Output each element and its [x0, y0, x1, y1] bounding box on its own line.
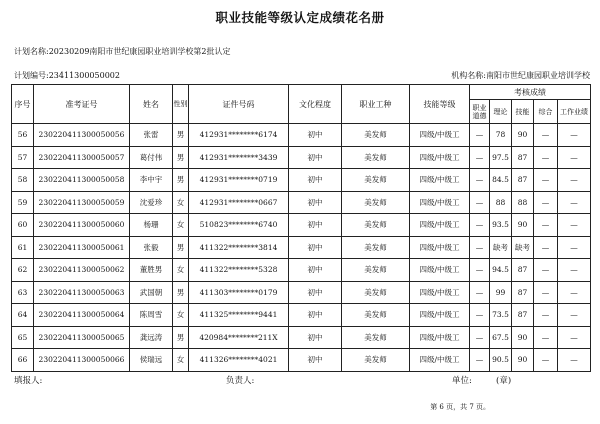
cell-ethics: —: [470, 349, 490, 372]
cell-theory: 67.5: [490, 326, 512, 349]
seal-label: (章): [496, 376, 512, 386]
table-body: [12, 124, 591, 372]
cell-overall: —: [534, 281, 558, 304]
cell-job: 美发师: [342, 124, 410, 147]
cell-id: 412931********0667: [189, 191, 289, 214]
table-row: [12, 349, 591, 372]
cell-edu: 初中: [289, 124, 342, 147]
cell-seq: 60: [12, 214, 34, 237]
header-scores: 考核成绩: [470, 85, 591, 100]
cell-id: 420984********211X: [189, 326, 289, 349]
cell-edu: 初中: [289, 281, 342, 304]
plan-name-line: [14, 46, 231, 57]
plan-no-label: 计划编号:: [14, 71, 49, 80]
cell-edu: 初中: [289, 214, 342, 237]
cell-name: 李中宇: [130, 169, 173, 192]
cell-seq: 57: [12, 146, 34, 169]
cell-overall: —: [534, 349, 558, 372]
cell-theory: 73.5: [490, 304, 512, 327]
cell-ticket: 230220411300050064: [34, 304, 130, 327]
cell-seq: 61: [12, 236, 34, 259]
cell-name: 葛付伟: [130, 146, 173, 169]
cell-gender: 女: [173, 349, 189, 372]
cell-seq: 64: [12, 304, 34, 327]
header-seq: 序号: [12, 85, 34, 124]
cell-gender: 男: [173, 236, 189, 259]
header-name: 姓名: [130, 85, 173, 124]
cell-job: 美发师: [342, 304, 410, 327]
cell-id: 411303********0179: [189, 281, 289, 304]
cell-seq: 63: [12, 281, 34, 304]
cell-theory: 78: [490, 124, 512, 147]
cell-name: 龚远涛: [130, 326, 173, 349]
cell-overall: —: [534, 304, 558, 327]
cell-skill: 90: [512, 349, 534, 372]
header-skill: 技能: [512, 100, 534, 124]
cell-gender: 男: [173, 124, 189, 147]
cell-work: —: [558, 236, 591, 259]
header-level: 技能等级: [410, 85, 470, 124]
cell-ethics: —: [470, 214, 490, 237]
cell-theory: 93.5: [490, 214, 512, 237]
cell-ethics: —: [470, 124, 490, 147]
cell-ethics: —: [470, 236, 490, 259]
cell-ticket: 230220411300050065: [34, 326, 130, 349]
cell-ethics: —: [470, 304, 490, 327]
cell-skill: 87: [512, 169, 534, 192]
cell-overall: —: [534, 214, 558, 237]
cell-work: —: [558, 169, 591, 192]
cell-work: —: [558, 214, 591, 237]
cell-ticket: 230220411300050060: [34, 214, 130, 237]
cell-level: 四级/中级工: [410, 259, 470, 282]
cell-job: 美发师: [342, 281, 410, 304]
header-work: 工作业绩: [558, 100, 591, 124]
cell-job: 美发师: [342, 146, 410, 169]
header-gender: 性别: [173, 85, 189, 124]
cell-name: 侯瑞远: [130, 349, 173, 372]
cell-gender: 男: [173, 281, 189, 304]
cell-name: 陈周雪: [130, 304, 173, 327]
cell-work: —: [558, 191, 591, 214]
plan-name: 20230209南阳市世纪康园职业培训学校第2批认定: [48, 47, 231, 56]
cell-work: —: [558, 304, 591, 327]
cell-ethics: —: [470, 169, 490, 192]
unit-label: 单位:: [452, 376, 472, 386]
cell-edu: 初中: [289, 236, 342, 259]
cell-overall: —: [534, 169, 558, 192]
cell-ticket: 230220411300050058: [34, 169, 130, 192]
cell-id: 412931********0719: [189, 169, 289, 192]
cell-edu: 初中: [289, 146, 342, 169]
table-row: [12, 191, 591, 214]
header-theory: 理论: [490, 100, 512, 124]
cell-gender: 女: [173, 304, 189, 327]
cell-gender: 女: [173, 191, 189, 214]
header-edu: 文化程度: [289, 85, 342, 124]
cell-id: 510823********6740: [189, 214, 289, 237]
cell-overall: —: [534, 326, 558, 349]
cell-overall: —: [534, 236, 558, 259]
cell-gender: 男: [173, 146, 189, 169]
cell-job: 美发师: [342, 214, 410, 237]
table-row: [12, 146, 591, 169]
cell-ticket: 230220411300050061: [34, 236, 130, 259]
cell-ticket: 230220411300050059: [34, 191, 130, 214]
cell-name: 张毅: [130, 236, 173, 259]
header-ticket: 准考证号: [34, 85, 130, 124]
cell-ticket: 230220411300050062: [34, 259, 130, 282]
cell-id: 411322********3814: [189, 236, 289, 259]
cell-skill: 90: [512, 214, 534, 237]
cell-ethics: —: [470, 259, 490, 282]
cell-overall: —: [534, 191, 558, 214]
cell-skill: 88: [512, 191, 534, 214]
cell-overall: —: [534, 259, 558, 282]
cell-work: —: [558, 124, 591, 147]
table-row: [12, 214, 591, 237]
cell-job: 美发师: [342, 236, 410, 259]
cell-level: 四级/中级工: [410, 326, 470, 349]
cell-seq: 56: [12, 124, 34, 147]
plan-no-line: [14, 70, 120, 81]
cell-edu: 初中: [289, 304, 342, 327]
cell-id: 411326********4021: [189, 349, 289, 372]
cell-theory: 88: [490, 191, 512, 214]
cell-ticket: 230220411300050066: [34, 349, 130, 372]
cell-seq: 65: [12, 326, 34, 349]
cell-work: —: [558, 349, 591, 372]
cell-edu: 初中: [289, 191, 342, 214]
header-id: 证件号码: [189, 85, 289, 124]
cell-theory: 99: [490, 281, 512, 304]
cell-skill: 87: [512, 259, 534, 282]
cell-id: 412931********6174: [189, 124, 289, 147]
cell-name: 张雷: [130, 124, 173, 147]
plan-no: 23411300050002: [48, 71, 120, 80]
table-row: [12, 236, 591, 259]
header-job: 职业工种: [342, 85, 410, 124]
cell-seq: 58: [12, 169, 34, 192]
cell-job: 美发师: [342, 326, 410, 349]
cell-work: —: [558, 326, 591, 349]
cell-level: 四级/中级工: [410, 236, 470, 259]
cell-skill: 90: [512, 124, 534, 147]
cell-id: 411322********5328: [189, 259, 289, 282]
table-row: [12, 304, 591, 327]
cell-theory: 缺考: [490, 236, 512, 259]
page-number: 第 6 页，共 7 页。: [430, 403, 490, 411]
cell-level: 四级/中级工: [410, 146, 470, 169]
cell-theory: 97.5: [490, 146, 512, 169]
owner-label: 负责人:: [226, 376, 255, 386]
cell-level: 四级/中级工: [410, 281, 470, 304]
cell-ticket: 230220411300050063: [34, 281, 130, 304]
cell-skill: 90: [512, 326, 534, 349]
cell-theory: 84.5: [490, 169, 512, 192]
cell-edu: 初中: [289, 326, 342, 349]
cell-id: 411325********9441: [189, 304, 289, 327]
cell-skill: 87: [512, 146, 534, 169]
cell-level: 四级/中级工: [410, 191, 470, 214]
table-row: [12, 124, 591, 147]
header-ethics: 职业道德: [470, 100, 490, 124]
filler-label: 填报人:: [14, 376, 43, 386]
table-row: [12, 259, 591, 282]
cell-ethics: —: [470, 326, 490, 349]
org-label: 机构名称:: [451, 71, 486, 80]
score-table: [11, 84, 591, 372]
cell-work: —: [558, 259, 591, 282]
cell-ethics: —: [470, 281, 490, 304]
cell-edu: 初中: [289, 259, 342, 282]
cell-ethics: —: [470, 146, 490, 169]
cell-edu: 初中: [289, 349, 342, 372]
cell-gender: 男: [173, 326, 189, 349]
cell-ticket: 230220411300050057: [34, 146, 130, 169]
cell-level: 四级/中级工: [410, 169, 470, 192]
cell-name: 武国朝: [130, 281, 173, 304]
header-overall: 综合: [534, 100, 558, 124]
org-line: [451, 70, 590, 81]
cell-job: 美发师: [342, 349, 410, 372]
cell-gender: 女: [173, 259, 189, 282]
cell-overall: —: [534, 146, 558, 169]
cell-edu: 初中: [289, 169, 342, 192]
cell-skill: 87: [512, 304, 534, 327]
cell-level: 四级/中级工: [410, 349, 470, 372]
cell-gender: 女: [173, 214, 189, 237]
plan-name-label: 计划名称:: [14, 47, 49, 56]
cell-ethics: —: [470, 191, 490, 214]
cell-name: 董胜男: [130, 259, 173, 282]
cell-theory: 94.5: [490, 259, 512, 282]
cell-name: 沈爱珍: [130, 191, 173, 214]
cell-overall: —: [534, 124, 558, 147]
cell-seq: 59: [12, 191, 34, 214]
cell-work: —: [558, 281, 591, 304]
cell-seq: 66: [12, 349, 34, 372]
cell-job: 美发师: [342, 259, 410, 282]
cell-skill: 87: [512, 281, 534, 304]
org-name: 南阳市世纪康园职业培训学校: [486, 71, 590, 80]
cell-ticket: 230220411300050056: [34, 124, 130, 147]
table-row: [12, 281, 591, 304]
table-row: [12, 326, 591, 349]
page-title: 职业技能等级认定成绩花名册: [215, 10, 385, 25]
cell-name: 杨珊: [130, 214, 173, 237]
cell-job: 美发师: [342, 191, 410, 214]
cell-level: 四级/中级工: [410, 304, 470, 327]
cell-work: —: [558, 146, 591, 169]
cell-id: 412931********3439: [189, 146, 289, 169]
cell-level: 四级/中级工: [410, 214, 470, 237]
cell-gender: 男: [173, 169, 189, 192]
cell-skill: 缺考: [512, 236, 534, 259]
cell-seq: 62: [12, 259, 34, 282]
cell-job: 美发师: [342, 169, 410, 192]
cell-level: 四级/中级工: [410, 124, 470, 147]
cell-theory: 90.5: [490, 349, 512, 372]
table-row: [12, 169, 591, 192]
